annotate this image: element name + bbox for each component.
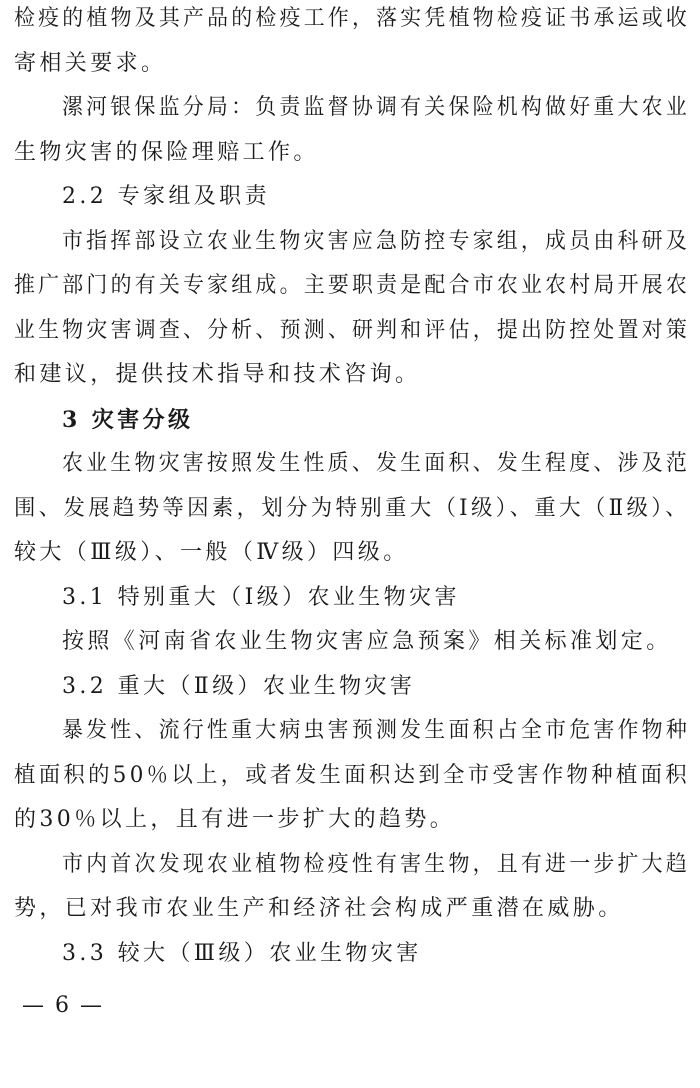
text-line: 势，已对我市农业生产和经济社会构成严重潜在威胁。 — [14, 896, 624, 921]
text-line: 生物灾害的保险理赔工作。 — [14, 139, 319, 165]
section-heading: 2.2 专家组及职责 — [62, 184, 270, 209]
text-line: 较大（Ⅲ级）、一般（Ⅳ级）四级。 — [14, 540, 409, 565]
text-line: 的30％以上，且有进一步扩大的趋势。 — [14, 807, 456, 832]
section-heading: 3.1 特别重大（Ⅰ级）农业生物灾害 — [62, 584, 460, 610]
text-line: 市内首次发现农业植物检疫性有害生物，且有进一步扩大趋 — [62, 851, 690, 877]
text-line: 围、发展趋势等因素，划分为特别重大（Ⅰ级）、重大（Ⅱ级）、 — [14, 495, 690, 521]
section-heading: 3.3 较大（Ⅲ级）农业生物灾害 — [62, 940, 422, 966]
text-line: 市指挥部设立农业生物灾害应急防控专家组，成员由科研及 — [62, 228, 690, 254]
text-line: 寄相关要求。 — [14, 50, 167, 76]
text-line: 推广部门的有关专家组成。主要职责是配合市农业农村局开展农 — [14, 273, 690, 298]
text-line: 植面积的50％以上，或者发生面积达到全市受害作物种植面积 — [14, 762, 691, 788]
text-line: 业生物灾害调查、分析、预测、研判和评估，提出防控处置对策 — [14, 317, 690, 343]
section-heading: 3 灾害分级 — [62, 406, 194, 433]
text-line: 按照《河南省农业生物灾害应急预案》相关标准划定。 — [62, 629, 672, 654]
text-line: 暴发性、流行性重大病虫害预测发生面积占全市危害作物种 — [62, 718, 690, 743]
section-heading: 3.2 重大（Ⅱ级）农业生物灾害 — [62, 673, 416, 699]
text-line: 农业生物灾害按照发生性质、发生面积、发生程度、涉及范 — [62, 451, 690, 476]
text-line: 检疫的植物及其产品的检疫工作，落实凭植物检疫证书承运或收 — [14, 6, 690, 31]
page-number: — 6 — — [22, 993, 104, 1018]
text-line: 漯河银保监分局：负责监督协调有关保险机构做好重大农业 — [62, 95, 690, 120]
text-line: 和建议，提供技术指导和技术咨询。 — [14, 362, 421, 387]
